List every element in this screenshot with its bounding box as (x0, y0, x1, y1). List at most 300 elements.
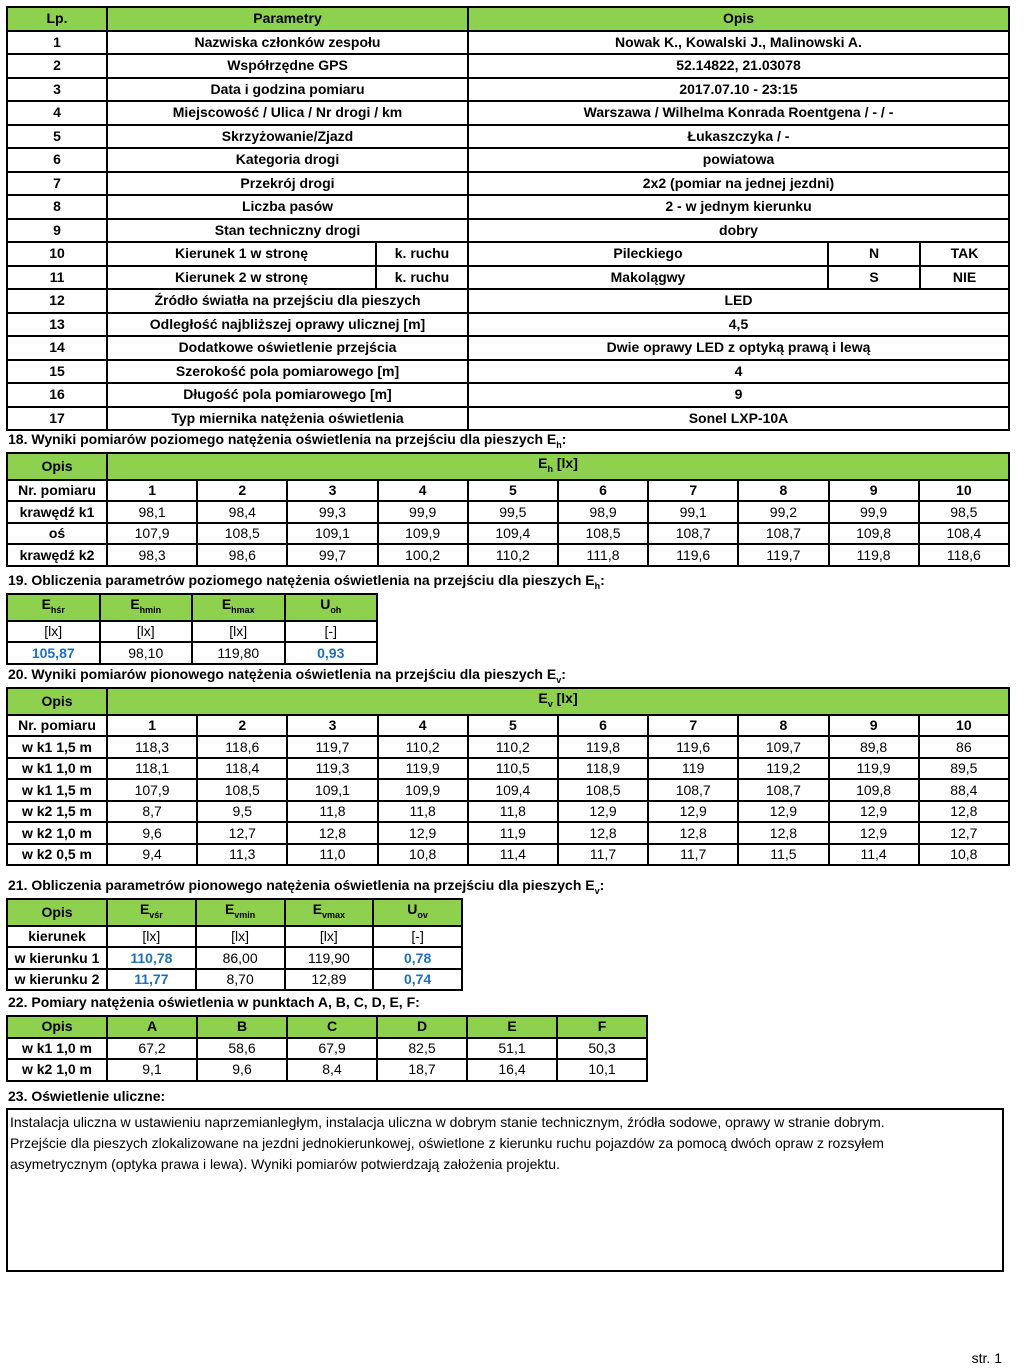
unit-header-cell (107, 453, 1009, 480)
value-cell: 119,9 (829, 758, 919, 780)
value-cell: 11,3 (197, 844, 287, 866)
description-cell: LED (468, 289, 1009, 313)
street-cell: Makolągwy (468, 266, 828, 290)
column-number: 5 (468, 480, 558, 502)
points-table (6, 1015, 648, 1082)
value-cell: 108,5 (197, 779, 287, 801)
parameter-cell: Długość pola pomiarowego [m] (107, 383, 468, 407)
symbol-subscript: vśr (149, 909, 163, 920)
section-19-title: 19. Obliczenia parametrów poziomego natężenia oświetlenia na przejściu dla pieszych $E_h$: (8, 572, 605, 591)
row-label: kierunek (7, 926, 107, 948)
table-row (7, 544, 1009, 566)
symbol: E (312, 901, 323, 917)
value-cell: 12,8 (558, 822, 648, 844)
table-row (7, 969, 462, 991)
row-label: w k1 1,0 m (7, 1038, 107, 1060)
direction-row (7, 242, 1009, 266)
parameter-cell: Współrzędne GPS (107, 54, 468, 78)
column-number: 4 (378, 715, 468, 737)
symbol: E (538, 690, 548, 706)
header-cell (373, 899, 462, 926)
point-header: B (197, 1016, 287, 1038)
column-number: 8 (738, 715, 828, 737)
parameter-cell: Liczba pasów (107, 195, 468, 219)
row-number: 10 (7, 242, 107, 266)
cardinal-direction-cell: N (828, 242, 920, 266)
value-cell: 99,2 (738, 501, 828, 523)
value-cell: 108,5 (558, 779, 648, 801)
value-cell: 119,3 (287, 758, 377, 780)
notes-line: Instalacja uliczna w ustawieniu naprzemianległym, instalacja uliczna w dobrym stanie technicznym, źródła sodowe, oprawy w stranie dobrym. (10, 1114, 885, 1130)
unit: [lx] (552, 690, 578, 706)
unit-header-cell (107, 688, 1009, 715)
table-row (7, 148, 1009, 172)
value-cell: 18,7 (377, 1059, 467, 1081)
header-row (7, 1016, 647, 1038)
value-cell: 119,90 (285, 947, 374, 969)
header-cell: Opis (7, 688, 107, 715)
value-cell: 67,2 (107, 1038, 197, 1060)
value-cell: 11,8 (468, 801, 558, 823)
column-number: 7 (648, 480, 738, 502)
value-cell: 110,2 (378, 736, 468, 758)
cardinal-direction-cell: S (828, 266, 920, 290)
symbol: U (407, 901, 418, 917)
header-cell: Opis (7, 453, 107, 480)
header-cell: Opis (7, 1016, 107, 1038)
row-label: w k2 0,5 m (7, 844, 107, 866)
value-cell: 119,6 (648, 736, 738, 758)
value-cell: 109,1 (287, 523, 377, 545)
symbol: U (320, 596, 331, 612)
table-row (7, 313, 1009, 337)
row-label: w k1 1,5 m (7, 736, 107, 758)
value-cell: 98,4 (197, 501, 287, 523)
row-number: 8 (7, 195, 107, 219)
table-row (7, 78, 1009, 102)
description-cell: 9 (468, 383, 1009, 407)
row-number: 16 (7, 383, 107, 407)
point-header: D (377, 1016, 467, 1038)
value-cell: 67,9 (287, 1038, 377, 1060)
parameter-cell: Przekrój drogi (107, 172, 468, 196)
vertical-measurements-table (6, 687, 1010, 866)
value-cell: 98,5 (919, 501, 1009, 523)
value-cell: 99,5 (468, 501, 558, 523)
value-cell: 9,6 (107, 822, 197, 844)
value-cell: 9,1 (107, 1059, 197, 1081)
value-cell: 119,7 (287, 736, 377, 758)
description-cell: Warszawa / Wilhelma Konrada Roentgena / - / - (468, 101, 1009, 125)
value-cell: 10,1 (557, 1059, 647, 1081)
value-cell: 110,78 (107, 947, 196, 969)
column-number: 9 (829, 715, 919, 737)
table-row (7, 360, 1009, 384)
value-cell: 11,8 (287, 801, 377, 823)
table-row (7, 844, 1009, 866)
value-cell: 110,2 (468, 736, 558, 758)
row-number: 2 (7, 54, 107, 78)
value-cell: 98,6 (197, 544, 287, 566)
row-label: w k2 1,5 m (7, 801, 107, 823)
value-cell: 11,7 (558, 844, 648, 866)
row-label: w k2 1,0 m (7, 1059, 107, 1081)
value-cell: 0,78 (373, 947, 462, 969)
value-cell: 109,9 (378, 523, 468, 545)
value-cell: 11,8 (378, 801, 468, 823)
row-number: 5 (7, 125, 107, 149)
value-cell: 108,7 (648, 779, 738, 801)
flag-cell: TAK (920, 242, 1009, 266)
notes-line: asymetrycznym (optyka prawa i lewa). Wyniki pomiarów potwierdzają założenia projektu. (10, 1156, 560, 1172)
value-cell: 108,7 (648, 523, 738, 545)
value-cell: 110,5 (468, 758, 558, 780)
value-cell: 98,10 (100, 642, 193, 664)
value-cell: 88,4 (919, 779, 1009, 801)
description-cell: 2x2 (pomiar na jednej jezdni) (468, 172, 1009, 196)
point-header: F (557, 1016, 647, 1038)
parameter-cell: Odległość najbliższej oprawy ulicznej [m] (107, 313, 468, 337)
header-cell (285, 594, 378, 621)
section-21-title: 21. Obliczenia parametrów pionowego natężenia oświetlenia na przejściu dla pieszych $E_v$: (8, 877, 605, 896)
header-row (7, 453, 1009, 480)
row-label: krawędź k2 (7, 544, 107, 566)
symbol-subscript: hśr (50, 604, 65, 615)
parameter-cell: Miejscowość / Ulica / Nr drogi / km (107, 101, 468, 125)
table-row (7, 407, 1009, 431)
description-cell: 2017.07.10 - 23:15 (468, 78, 1009, 102)
column-number: 10 (919, 715, 1009, 737)
table-row (7, 54, 1009, 78)
table-row (7, 336, 1009, 360)
street-cell: Pileckiego (468, 242, 828, 266)
symbol: E (224, 901, 235, 917)
value-cell: 11,0 (287, 844, 377, 866)
header-row (7, 688, 1009, 715)
column-number: 9 (829, 480, 919, 502)
unit: [lx] (552, 455, 578, 471)
value-cell: 99,7 (287, 544, 377, 566)
unit-cell: [-] (285, 621, 378, 643)
column-number: 1 (107, 480, 197, 502)
info-table (6, 6, 1010, 431)
value-cell: 107,9 (107, 779, 197, 801)
row-number: 7 (7, 172, 107, 196)
row-label: oś (7, 523, 107, 545)
flag-cell: NIE (920, 266, 1009, 290)
traffic-direction-label: k. ruchu (376, 242, 468, 266)
header-cell (100, 594, 193, 621)
value-cell: 109,8 (829, 523, 919, 545)
value-cell: 12,9 (829, 801, 919, 823)
column-number: 2 (197, 715, 287, 737)
symbol-subscript: v (547, 698, 553, 709)
point-header: A (107, 1016, 197, 1038)
symbol: E (41, 596, 51, 612)
header-cell (285, 899, 374, 926)
description-cell: Sonel LXP-10A (468, 407, 1009, 431)
description-cell: Nowak K., Kowalski J., Malinowski A. (468, 31, 1009, 55)
value-cell: 109,9 (378, 779, 468, 801)
unit-cell: [lx] (285, 926, 374, 948)
column-number: 5 (468, 715, 558, 737)
row-number: 4 (7, 101, 107, 125)
value-cell: 12,7 (197, 822, 287, 844)
column-number: 6 (558, 715, 648, 737)
description-cell: Łukaszczyka / - (468, 125, 1009, 149)
value-cell: 8,7 (107, 801, 197, 823)
value-cell: 119,9 (378, 758, 468, 780)
description-cell: 4 (468, 360, 1009, 384)
value-cell: 12,89 (285, 969, 374, 991)
value-cell: 12,9 (648, 801, 738, 823)
value-cell: 0,93 (285, 642, 378, 664)
description-cell: 52.14822, 21.03078 (468, 54, 1009, 78)
value-cell: 111,8 (558, 544, 648, 566)
value-cell: 98,1 (107, 501, 197, 523)
row-number: 6 (7, 148, 107, 172)
value-cell: 118,3 (107, 736, 197, 758)
table-row (7, 1038, 647, 1060)
street-lighting-notes (6, 1108, 1004, 1272)
table-row (7, 501, 1009, 523)
unit-cell: [-] (373, 926, 462, 948)
table-row (7, 219, 1009, 243)
header-cell (196, 899, 285, 926)
value-cell: 109,4 (468, 523, 558, 545)
unit-row (7, 621, 377, 643)
header-row (7, 7, 1009, 31)
parameter-cell: Dodatkowe oświetlenie przejścia (107, 336, 468, 360)
row-number: 13 (7, 313, 107, 337)
value-cell: 108,5 (558, 523, 648, 545)
column-number: 4 (378, 480, 468, 502)
value-cell: 12,7 (919, 822, 1009, 844)
column-number: 1 (107, 715, 197, 737)
table-row (7, 125, 1009, 149)
value-cell: 9,6 (197, 1059, 287, 1081)
value-cell: 119,6 (648, 544, 738, 566)
header-cell: Opis (468, 7, 1009, 31)
symbol: E (139, 901, 150, 917)
value-cell: 9,4 (107, 844, 197, 866)
column-number: 8 (738, 480, 828, 502)
parameter-cell: Kierunek 1 w stronę (107, 242, 376, 266)
section-18-title: 18. Wyniki pomiarów poziomego natężenia oświetlenia na przejściu dla pieszych $E_h$: (8, 431, 567, 450)
value-cell: 109,8 (829, 779, 919, 801)
value-cell: 11,5 (738, 844, 828, 866)
symbol-subscript: h (547, 463, 553, 474)
value-cell: 8,70 (196, 969, 285, 991)
description-cell: 2 - w jednym kierunku (468, 195, 1009, 219)
header-cell: Opis (7, 899, 107, 926)
value-cell: 12,8 (648, 822, 738, 844)
value-cell: 50,3 (557, 1038, 647, 1060)
parameter-cell: Nazwiska członków zespołu (107, 31, 468, 55)
description-cell: 4,5 (468, 313, 1009, 337)
table-row (7, 101, 1009, 125)
row-label: w kierunku 2 (7, 969, 107, 991)
value-cell: 11,4 (468, 844, 558, 866)
header-cell: Nr. pomiaru (7, 480, 107, 502)
symbol-subscript: hmax (231, 604, 255, 615)
row-label: w k1 1,5 m (7, 779, 107, 801)
parameter-cell: Kategoria drogi (107, 148, 468, 172)
value-cell: 107,9 (107, 523, 197, 545)
value-cell: 86 (919, 736, 1009, 758)
section-23-title: 23. Oświetlenie uliczne: (8, 1088, 166, 1104)
parameter-cell: Data i godzina pomiaru (107, 78, 468, 102)
table-row (7, 195, 1009, 219)
section-22-title: 22. Pomiary natężenia oświetlenia w punktach A, B, C, D, E, F: (8, 994, 420, 1010)
table-row (7, 383, 1009, 407)
value-cell: 118,1 (107, 758, 197, 780)
value-cell: 98,3 (107, 544, 197, 566)
table-row (7, 779, 1009, 801)
row-number: 15 (7, 360, 107, 384)
description-cell: dobry (468, 219, 1009, 243)
value-cell: 11,9 (468, 822, 558, 844)
header-cell (107, 899, 196, 926)
horizontal-measurements-table (6, 452, 1010, 567)
column-number: 10 (919, 480, 1009, 502)
value-cell: 10,8 (919, 844, 1009, 866)
value-cell: 99,9 (829, 501, 919, 523)
symbol: E (130, 596, 140, 612)
value-cell: 99,9 (378, 501, 468, 523)
table-row (7, 523, 1009, 545)
table-row (7, 801, 1009, 823)
row-number: 12 (7, 289, 107, 313)
header-cell: Parametry (107, 7, 468, 31)
value-cell: 119 (648, 758, 738, 780)
vertical-calc-table (6, 898, 463, 991)
value-cell: 51,1 (467, 1038, 557, 1060)
symbol-subscript: oh (330, 604, 342, 615)
value-cell: 100,2 (378, 544, 468, 566)
value-cell: 11,7 (648, 844, 738, 866)
column-header-row (7, 715, 1009, 737)
row-label: w kierunku 1 (7, 947, 107, 969)
row-label: w k1 1,0 m (7, 758, 107, 780)
unit-cell: [lx] (107, 926, 196, 948)
value-cell: 8,4 (287, 1059, 377, 1081)
value-cell: 108,4 (919, 523, 1009, 545)
value-cell: 118,4 (197, 758, 287, 780)
row-number: 11 (7, 266, 107, 290)
symbol-subscript: ov (417, 909, 428, 920)
table-row (7, 289, 1009, 313)
parameter-cell: Kierunek 2 w stronę (107, 266, 376, 290)
symbol: E (538, 455, 548, 471)
value-cell: 119,2 (738, 758, 828, 780)
value-cell: 89,8 (829, 736, 919, 758)
value-cell: 12,8 (919, 801, 1009, 823)
parameter-cell: Skrzyżowanie/Zjazd (107, 125, 468, 149)
point-header: E (467, 1016, 557, 1038)
table-row (7, 1059, 647, 1081)
unit-cell: [lx] (192, 621, 285, 643)
column-number: 3 (287, 715, 377, 737)
value-cell: 119,80 (192, 642, 285, 664)
value-cell: 99,3 (287, 501, 377, 523)
parameter-cell: Źródło światła na przejściu dla pieszych (107, 289, 468, 313)
row-number: 9 (7, 219, 107, 243)
row-label: krawędź k1 (7, 501, 107, 523)
row-number: 1 (7, 31, 107, 55)
point-header: C (287, 1016, 377, 1038)
column-number: 6 (558, 480, 648, 502)
value-cell: 12,8 (738, 822, 828, 844)
value-cell: 118,6 (919, 544, 1009, 566)
symbol-subscript: vmax (322, 909, 346, 920)
value-cell: 99,1 (648, 501, 738, 523)
description-cell: Dwie oprawy LED z optyką prawą i lewą (468, 336, 1009, 360)
symbol-subscript: vmin (234, 909, 256, 920)
header-cell: Nr. pomiaru (7, 715, 107, 737)
value-cell: 118,6 (197, 736, 287, 758)
unit-row (7, 926, 462, 948)
horizontal-calc-table (6, 593, 378, 665)
value-cell: 58,6 (197, 1038, 287, 1060)
value-cell: 108,7 (738, 779, 828, 801)
symbol-subscript: hmin (139, 604, 162, 615)
table-row (7, 31, 1009, 55)
row-label: w k2 1,0 m (7, 822, 107, 844)
column-number: 3 (287, 480, 377, 502)
notes-line: Przejście dla pieszych zlokalizowane na jezdni jednokierunkowej, oświetlone z kierunku ruchu pojazdów za pomocą dwóch opraw z rozsyłem (10, 1135, 884, 1151)
column-number: 2 (197, 480, 287, 502)
value-cell: 89,5 (919, 758, 1009, 780)
parameter-cell: Szerokość pola pomiarowego [m] (107, 360, 468, 384)
traffic-direction-label: k. ruchu (376, 266, 468, 290)
value-cell: 12,9 (829, 822, 919, 844)
table-row (7, 736, 1009, 758)
value-cell: 12,9 (738, 801, 828, 823)
value-cell: 105,87 (7, 642, 100, 664)
value-cell: 109,4 (468, 779, 558, 801)
value-cell: 119,7 (738, 544, 828, 566)
value-cell: 110,2 (468, 544, 558, 566)
table-row (7, 947, 462, 969)
column-header-row (7, 480, 1009, 502)
value-cell: 118,9 (558, 758, 648, 780)
unit-cell: [lx] (196, 926, 285, 948)
value-cell: 11,77 (107, 969, 196, 991)
header-cell (192, 594, 285, 621)
row-number: 14 (7, 336, 107, 360)
value-cell: 98,9 (558, 501, 648, 523)
header-cell (7, 594, 100, 621)
symbol: E (221, 596, 232, 612)
section-20-title: 20. Wyniki pomiarów pionowego natężenia oświetlenia na przejściu dla pieszych $E_v$: (8, 666, 566, 685)
table-row (7, 822, 1009, 844)
value-cell: 9,5 (197, 801, 287, 823)
value-row (7, 642, 377, 664)
value-cell: 86,00 (196, 947, 285, 969)
value-cell: 11,4 (829, 844, 919, 866)
unit-cell: [lx] (7, 621, 100, 643)
table-row (7, 758, 1009, 780)
description-cell: powiatowa (468, 148, 1009, 172)
table-row (7, 172, 1009, 196)
row-number: 3 (7, 78, 107, 102)
row-number: 17 (7, 407, 107, 431)
value-cell: 0,74 (373, 969, 462, 991)
value-cell: 119,8 (829, 544, 919, 566)
header-row (7, 594, 377, 621)
column-number: 7 (648, 715, 738, 737)
